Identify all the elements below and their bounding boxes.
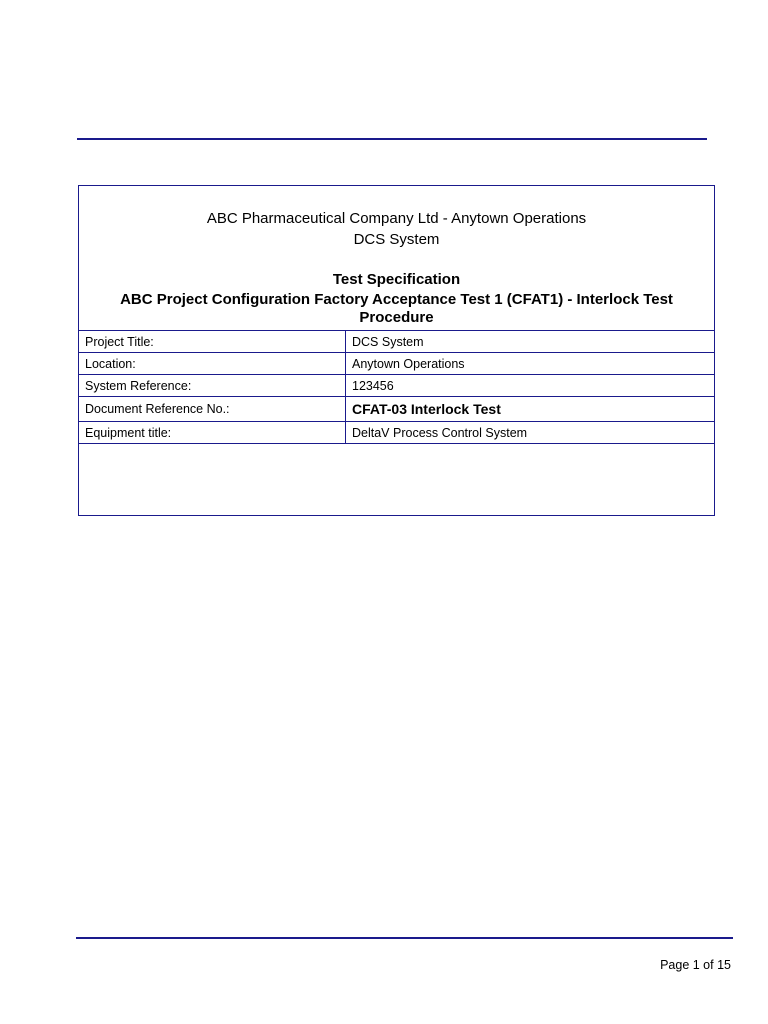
- page-number: Page 1 of 15: [660, 958, 731, 972]
- table-row-project-title: [79, 331, 715, 353]
- table-row-system-reference: [79, 375, 715, 397]
- company-name: ABC Pharmaceutical Company Ltd - Anytown Operations: [206, 210, 587, 227]
- table-row-document-reference: [79, 397, 715, 422]
- field-label: Equipment title:: [79, 422, 346, 444]
- cover-frame: [78, 185, 715, 516]
- system-name: DCS System: [353, 231, 440, 248]
- field-value: Anytown Operations: [346, 353, 715, 375]
- document-reference-value: CFAT-03 Interlock Test: [346, 397, 715, 422]
- header-divider-line: [77, 138, 707, 140]
- document-info-table: [78, 330, 715, 444]
- field-label: Document Reference No.:: [79, 397, 346, 422]
- field-value: 123456: [346, 375, 715, 397]
- table-row-location: [79, 353, 715, 375]
- document-title: ABC Project Configuration Factory Acceptance Test 1 (CFAT1) - Interlock Test Procedure: [120, 291, 673, 326]
- cover-header: [79, 186, 714, 330]
- field-label: Project Title:: [79, 331, 346, 353]
- field-value: DCS System: [346, 331, 715, 353]
- footer-divider-line: [76, 937, 733, 939]
- table-row-equipment-title: [79, 422, 715, 444]
- field-label: System Reference:: [79, 375, 346, 397]
- field-value: DeltaV Process Control System: [346, 422, 715, 444]
- spec-heading: Test Specification: [332, 271, 461, 288]
- field-label: Location:: [79, 353, 346, 375]
